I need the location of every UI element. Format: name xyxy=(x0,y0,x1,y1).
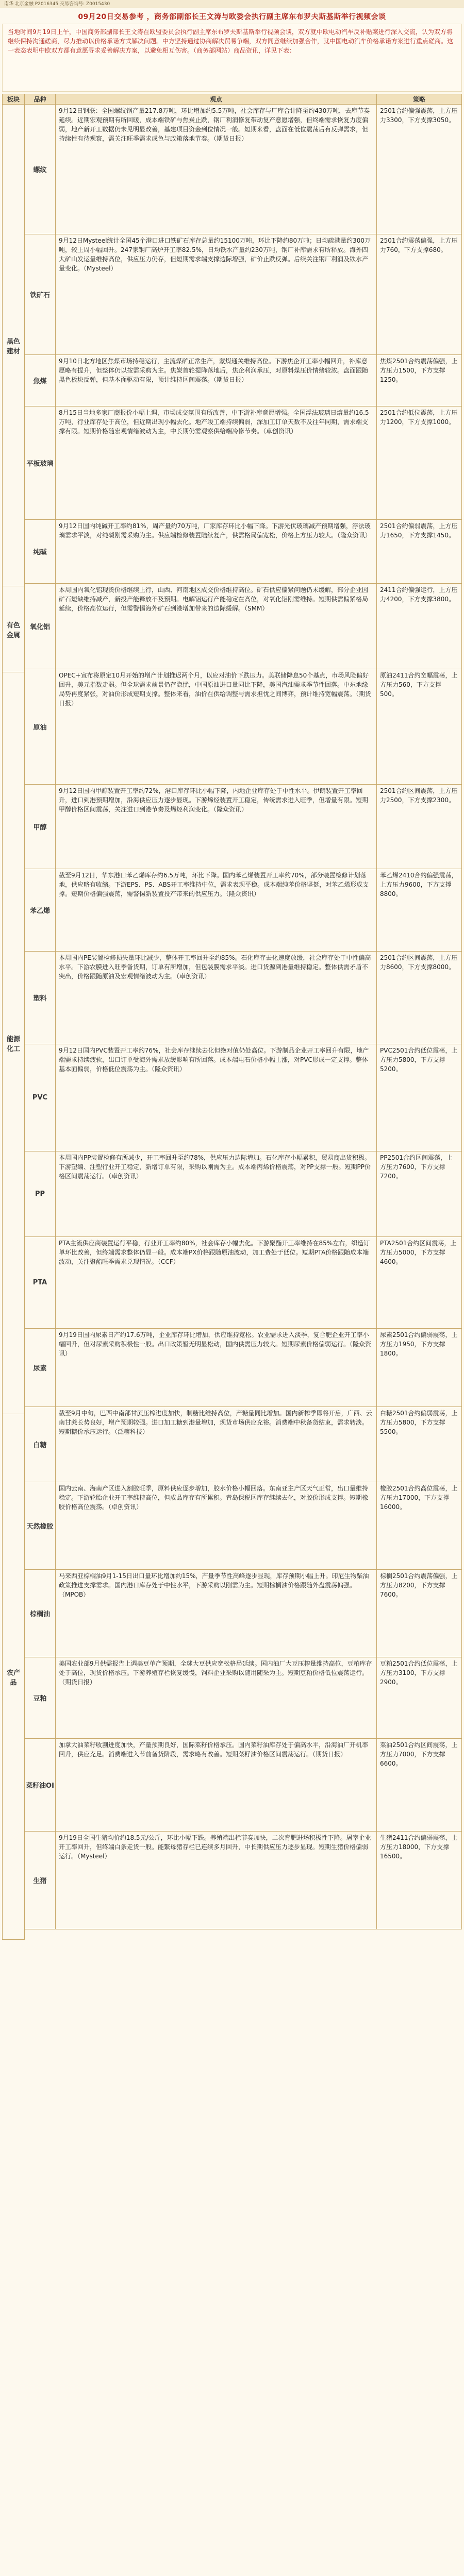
commodity-strategy: 2501合约区间震荡，上方压力2500，下方支撑2300。 xyxy=(377,785,462,869)
commodity-name: 天然橡胶 xyxy=(25,1482,56,1569)
commodity-view: 本周国内PE装置检修损失量环比减少，整体开工率回升至约85%。石化库存去化速度放缓，社会库存处于中性偏高水平。下游农膜进入旺季备货期，订单有所增加，但包装膜需求平淡。进口货源到港量维持稳定。整体供需矛盾不突出，价格跟随原油及宏观情绪波动为主。（卓创资讯） xyxy=(56,952,377,1044)
sector-group-label: 黑色建材 xyxy=(2,105,25,586)
table-row xyxy=(2,520,462,584)
commodity-name: 尿素 xyxy=(25,1329,56,1406)
table-row xyxy=(2,1044,462,1151)
table-row xyxy=(2,869,462,952)
commodity-name: 塑料 xyxy=(25,952,56,1044)
commodity-name: PVC xyxy=(25,1044,56,1151)
commodity-strategy: 豆粕2501合约低位震荡，上方压力3100，下方支撑2900。 xyxy=(377,1657,462,1738)
commodity-view: 截至9月12日，华东港口苯乙烯库存约6.5万吨，环比下降。国内苯乙烯装置开工率约70%，部分装置检修计划落地，供应略有收缩。下游EPS、PS、ABS开工率维持中位，需求表现平稳。成本端纯苯价格坚挺，对苯乙烯形成支撑。短期价格偏强震荡，需警惕新装置投产带来的供应压力。（隆众资讯） xyxy=(56,869,377,951)
table-row xyxy=(2,1407,462,1482)
sector-group-label: 有色金属 xyxy=(2,587,25,672)
table-header xyxy=(2,94,462,105)
commodity-strategy: 2501合约偏弱震荡，上方压力1650，下方支撑1450。 xyxy=(377,520,462,583)
commodity-view: OPEC+宣布将原定10月开始的增产计划推迟两个月，以应对油价下跌压力。美联储降息50个基点，市场风险偏好回升，美元指数走弱。但全球需求前景仍存隐忧，中国原油进口量同比下降，美国汽油需求季节性回落。中东地缘局势再度紧张，对油价形成短期支撑。整体来看，油价在供给调整与需求担忧之间博弈，预计维持宽幅震荡。（期货日报） xyxy=(56,669,377,784)
table-row xyxy=(2,406,462,520)
commodity-name: 生猪 xyxy=(25,1832,56,1929)
commodity-strategy: 生猪2411合约偏弱震荡，上方压力18000，下方支撑16500。 xyxy=(377,1832,462,1929)
header-view: 观点 xyxy=(56,94,377,104)
commodity-name: 苯乙烯 xyxy=(25,869,56,951)
commodity-name: 铁矿石 xyxy=(25,234,56,354)
top-bar-text: 南华 北京金融 P2016345 交易咨询号: Z0015430 xyxy=(4,2,110,7)
table-row xyxy=(2,785,462,869)
header-name: 品种 xyxy=(25,94,56,104)
sector-group-label: 能源化工 xyxy=(2,673,25,1414)
commodity-name: 甲醇 xyxy=(25,785,56,869)
commodity-name: 白糖 xyxy=(25,1407,56,1482)
top-bar xyxy=(0,0,464,8)
commodity-view: 9月19日国内尿素日产约17.6万吨，企业库存环比增加，供应维持宽松。农业需求进入淡季，复合肥企业开工率小幅回升，但对尿素采购积极性一般。出口政策暂无明显松动，国内供需压力较大。短期尿素价格偏弱运行。（隆众资讯） xyxy=(56,1329,377,1406)
commodity-view: 9月19日全国生猪均价约18.5元/公斤，环比小幅下跌。养殖端出栏节奏加快，二次育肥进场积极性下降。屠宰企业开工率回升，但终端白条走货一般。能繁母猪存栏已连续多月回升，中长期供应压力逐步显现。短期生猪价格偏弱运行。（Mysteel） xyxy=(56,1832,377,1929)
commodity-view: 9月12日Mysteel统计全国45个港口进口铁矿石库存总量约15100万吨，环比下降约80万吨；日均疏港量约300万吨，较上周小幅回升。247家钢厂高炉开工率82.5%，日均铁水产量约230万吨，钢厂补库需求有所释放。海外四大矿山发运量维持高位，供应压力仍存，但短期需求端支撑边际增强，矿价止跌反弹。后续关注钢厂利润及铁水产量变化。（Mysteel） xyxy=(56,234,377,354)
commodity-strategy: 2411合约偏强运行，上方压力4200，下方支撑3800。 xyxy=(377,584,462,669)
commodity-name: 焦煤 xyxy=(25,355,56,406)
commodity-strategy: 2501合约低位震荡，上方压力1200，下方支撑1000。 xyxy=(377,406,462,519)
commodity-name: PP xyxy=(25,1151,56,1236)
commodity-view: 9月12日国内PVC装置开工率约76%，社会库存继续去化但绝对值仍处高位。下游制品企业开工率回升有限，地产端需求持续疲软，出口订单受海外需求放缓影响有所回落。成本端电石价格小幅上涨，对PVC形成一定支撑。整体基本面偏弱，价格低位震荡为主。（隆众资讯） xyxy=(56,1044,377,1151)
commodity-name: 平板玻璃 xyxy=(25,406,56,519)
commodity-strategy: 2501合约区间震荡，上方压力8600，下方支撑8000。 xyxy=(377,952,462,1044)
commodity-view: 9月12日国内纯碱开工率约81%，周产量约70万吨，厂家库存环比小幅下降。下游光伏玻璃减产预期增强，浮法玻璃需求平淡，对纯碱刚需采购为主。供应端检修装置陆续复产，供需格局偏宽松，价格上方压力较大。（隆众资讯） xyxy=(56,520,377,583)
commodity-strategy: PP2501合约区间震荡，上方压力7600，下方支撑7200。 xyxy=(377,1151,462,1236)
commodity-name: 棕榈油 xyxy=(25,1570,56,1657)
commodity-strategy: 棕榈2501合约震荡偏强，上方压力8200，下方支撑7600。 xyxy=(377,1570,462,1657)
commodity-strategy: 菜油2501合约区间震荡，上方压力7000，下方支撑6600。 xyxy=(377,1739,462,1831)
table-row xyxy=(2,1570,462,1657)
intro-paragraph: 当地时间9月19日上午，中国商务部副部长王文涛在欧盟委员会执行副主席东布罗夫斯基斯举行视频会谈，双方就中欧电动汽车反补贴案进行深入交流，认为双方将继续保持沟通磋商，尽力推动以价格承诺方式解决问题。中方坚持通过协商解决贸易争端，双方同意继续加强合作，就中国电动汽车价格承诺方案进行重点磋商。这一表态表明中欧双方都有意愿寻求妥善解决方案，以避免相互伤害。（商务部网站）商品资讯，详见下表： xyxy=(2,24,462,92)
commodity-name: 氧化铝 xyxy=(25,584,56,669)
commodity-view: 国内云南、海南产区进入割胶旺季，原料供应逐步增加，胶水价格小幅回落。东南亚主产区天气正常，出口量维持稳定。下游轮胎企业开工率维持高位，但成品库存有所累积。青岛保税区库存继续去化，对胶价形成支撑。短期橡胶价格高位震荡。（卓创资讯） xyxy=(56,1482,377,1569)
commodity-view: 9月12日钢联：全国螺纹钢产量217.8万吨，环比增加约5.5万吨，社会库存与厂库合计降至约430万吨，去库节奏延续。近期宏观预期有所回暖，成本端铁矿与焦炭止跌，钢厂利润修复带动复产意愿增强，但终端需求恢复力度偏弱，地产新开工数据仍未见明显改善，基建项目资金到位情况一般。短期来看，盘面在低位震荡后有反弹需求，但持续性有待观察，需关注旺季需求成色与政策落地节奏。（期货日报） xyxy=(56,105,377,234)
commodity-view: 本周国内PP装置检修有所减少，开工率回升至约78%，供应压力边际增加。石化库存小幅累积，贸易商出货积极。下游塑编、注塑行业开工稳定，新增订单有限，采购以刚需为主。成本端丙烯价格震荡，对PP支撑一般。短期PP价格区间震荡运行。（卓创资讯） xyxy=(56,1151,377,1236)
table-row xyxy=(2,1151,462,1237)
table-row xyxy=(2,952,462,1044)
commodity-view: 加拿大油菜籽收割进度加快，产量预期良好，国际菜籽价格承压。国内菜籽油库存处于偏高水平，沿海油厂开机率回升，供应充足。消费端进入节前备货阶段，需求略有改善。短期菜籽油价格区间震荡运行。（期货日报） xyxy=(56,1739,377,1831)
commodity-name: 原油 xyxy=(25,669,56,784)
commodity-view: PTA主流供应商装置运行平稳，行业开工率约80%，社会库存小幅去化。下游聚酯开工率维持在85%左右，织造订单环比改善，但终端需求整体仍显一般。成本端PX价格跟随原油波动，加工费处于低位。短期PTA价格跟随成本端波动，关注聚酯旺季需求兑现情况。（CCF） xyxy=(56,1237,377,1328)
commodity-strategy: 原油2411合约宽幅震荡，上方压力560，下方支撑500。 xyxy=(377,669,462,784)
commodity-view: 截至9月中旬，巴西中南部甘蔗压榨进度加快，制糖比维持高位，产糖量同比增加。国内新榨季即将开启，广西、云南甘蔗长势良好，增产预期较强。进口加工糖到港量增加，现货市场供应充裕。消费端中秋备货结束，需求转淡。短期糖价承压运行。（泛糖科技） xyxy=(56,1407,377,1482)
commodity-view: 8月15日当地多家厂商报价小幅上调，市场成交氛围有所改善，中下游补库意愿增强。全国浮法玻璃日熔量约16.5万吨，行业库存处于高位，但近期出现小幅去化。地产竣工端持续偏弱，深加工订单天数不及往年同期，需求端支撑有限。短期价格随宏观情绪波动为主，中长期仍需观察供给端冷修节奏。（卓创资讯） xyxy=(56,406,377,519)
commodity-view: 9月10日北方地区焦煤市场持稳运行，主流煤矿正常生产，蒙煤通关维持高位。下游焦企开工率小幅回升，补库意愿略有提升，但整体仍以按需采购为主。焦炭首轮提降落地后，焦企利润承压，对原料煤压价情绪较浓。盘面跟随黑色板块反弹，但基本面驱动有限，预计维持区间震荡。（期货日报） xyxy=(56,355,377,406)
commodity-name: 纯碱 xyxy=(25,520,56,583)
table-row xyxy=(2,669,462,785)
commodity-name: 豆粕 xyxy=(25,1657,56,1738)
commodity-strategy: 尿素2501合约偏弱震荡，上方压力1950，下方支撑1800。 xyxy=(377,1329,462,1406)
table-row xyxy=(2,1739,462,1832)
table-row xyxy=(2,1329,462,1407)
commodity-strategy: 2501合约震荡偏强，上方压力760，下方支撑680。 xyxy=(377,234,462,354)
commodity-name: 螺纹 xyxy=(25,105,56,234)
table-row xyxy=(2,1482,462,1570)
table-row xyxy=(2,1237,462,1329)
commodity-view: 9月12日国内甲醇装置开工率约72%，港口库存环比小幅下降，内地企业库存处于中性水平。伊朗装置开工率回升，进口到港预期增加，沿海供应压力逐步显现。下游烯烃装置开工稳定，传统需求进入旺季，但增量有限。短期甲醇价格区间震荡，关注进口到港节奏及烯烃利润变化。（隆众资讯） xyxy=(56,785,377,869)
table-row xyxy=(2,234,462,355)
commodity-strategy: PTA2501合约区间震荡，上方压力5000，下方支撑4600。 xyxy=(377,1237,462,1328)
header-sector: 板块 xyxy=(2,94,25,104)
table-body xyxy=(2,105,462,1929)
commodity-table xyxy=(2,94,462,1929)
commodity-view: 美国农业部9月供需报告上调美豆单产预期，全球大豆供应宽松格局延续。国内油厂大豆压榨量维持高位，豆粕库存处于高位，现货价格承压。下游养殖存栏恢复缓慢，饲料企业采购以随用随采为主。短期豆粕价格低位震荡运行。（期货日报） xyxy=(56,1657,377,1738)
page-title: 09月20日交易参考 ，商务部副部长王文涛与欧委会执行副主席东布罗夫斯基斯举行视频会谈 xyxy=(78,13,386,21)
commodity-strategy: PVC2501合约低位震荡，上方压力5800，下方支撑5200。 xyxy=(377,1044,462,1151)
commodity-name: 菜籽油OI xyxy=(25,1739,56,1831)
header-strategy: 策略 xyxy=(377,94,462,104)
commodity-name: PTA xyxy=(25,1237,56,1328)
table-row xyxy=(2,584,462,669)
commodity-strategy: 白糖2501合约偏弱震荡，上方压力5800，下方支撑5500。 xyxy=(377,1407,462,1482)
commodity-strategy: 焦煤2501合约震荡偏强，上方压力1500，下方支撑1250。 xyxy=(377,355,462,406)
table-row xyxy=(2,1832,462,1929)
commodity-view: 马来西亚棕榈油9月1-15日出口量环比增加约15%，产量季节性高峰逐步显现，库存预期小幅上升。印尼生物柴油政策推进支撑需求。国内港口库存处于中性水平，下游采购以刚需为主。短期棕榈油价格跟随外盘震荡偏强。（MPOB） xyxy=(56,1570,377,1657)
commodity-strategy: 苯乙烯2410合约偏强震荡，上方压力9600，下方支撑8800。 xyxy=(377,869,462,951)
sector-group-label: 农产品 xyxy=(2,1415,25,1940)
commodity-view: 本周国内氧化铝现货价格继续上行，山西、河南地区成交价格维持高位。矿石供应偏紧问题仍未缓解，部分企业因矿石短缺维持减产，新投产能释放不及预期。电解铝运行产能稳定在高位，对氧化铝刚需维持。短期供需偏紧格局延续，价格高位运行，但需警惕海外矿石到港增加带来的边际缓解。（SMM） xyxy=(56,584,377,669)
commodity-strategy: 2501合约偏强震荡，上方压力3300，下方支撑3050。 xyxy=(377,105,462,234)
table-row xyxy=(2,355,462,406)
table-row xyxy=(2,105,462,234)
table-row xyxy=(2,1657,462,1739)
commodity-strategy: 橡胶2501合约高位震荡，上方压力17000，下方支撑16000。 xyxy=(377,1482,462,1569)
